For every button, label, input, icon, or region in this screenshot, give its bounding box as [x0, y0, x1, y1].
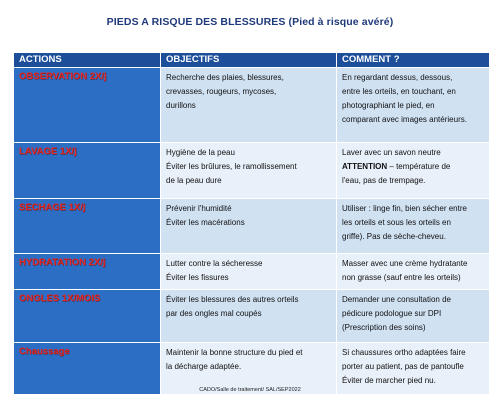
comment-cell [337, 143, 490, 199]
objectif-line: crevasses, rougeurs, mycoses, [166, 87, 277, 96]
table-row-hydratation [14, 254, 490, 290]
objectif-line: Éviter les brûlures, le ramollissement [166, 162, 297, 171]
comment-cell [337, 254, 490, 290]
objectifs-cell [161, 199, 337, 254]
action-cell: ONGLES 1X/MOIS [14, 290, 161, 343]
header-actions: ACTIONS [14, 53, 161, 68]
objectif-line: Recherche des plaies, blessures, [166, 73, 284, 82]
table-row-observation [14, 68, 490, 143]
action-cell: Chaussage [14, 343, 161, 395]
objectif-line: Éviter les macérations [166, 218, 245, 227]
table-header-row [14, 53, 490, 68]
header-objectifs: OBJECTIFS [161, 53, 337, 68]
comment-line: (Prescription des soins) [342, 323, 426, 332]
comment-line: En regardant dessus, dessous, [342, 73, 453, 82]
page-title: PIEDS A RISQUE DES BLESSURES (Pied à risque avéré) [106, 16, 394, 28]
footer-reference: CADO/Salle de traitement/ SAL/SEP2022 [199, 387, 301, 393]
objectif-line: par des ongles mal coupés [166, 309, 262, 318]
comment-line: Éviter de marcher pied nu. [342, 376, 436, 385]
table-row-lavage [14, 143, 490, 199]
comment-cell [337, 199, 490, 254]
comment-line: porter au patient, pas de pantoufle [342, 362, 464, 371]
comment-line: comparant avec images antérieurs. [342, 115, 467, 124]
objectifs-cell [161, 254, 337, 290]
comment-line: Masser avec une crème hydratante [342, 259, 468, 268]
table-row-sechage [14, 199, 490, 254]
comment-cell [337, 68, 490, 143]
comment-line: les orteils et sous les orteils en [342, 218, 451, 227]
objectif-line: Éviter les fissures [166, 273, 229, 282]
comment-line: l'eau, pas de trempage. [342, 176, 426, 185]
objectifs-cell [161, 68, 337, 143]
comment-line [342, 160, 485, 174]
comment-line: pédicure podologue sur DPI [342, 309, 442, 318]
comment-line: entre les orteils, en touchant, en [342, 87, 456, 96]
comment-line: Laver avec un savon neutre [342, 148, 441, 157]
comment-line: non grasse (sauf entre les orteils) [342, 273, 461, 282]
objectif-line: Prévenir l'humidité [166, 204, 232, 213]
comment-cell [337, 290, 490, 343]
header-comment: COMMENT ? [337, 53, 490, 68]
action-cell: LAVAGE 1X/j [14, 143, 161, 199]
action-cell: SECHAGE 1X/j [14, 199, 161, 254]
attention-label: ATTENTION [342, 162, 388, 171]
objectif-line: Lutter contre la sécheresse [166, 259, 263, 268]
action-cell: HYDRATATION 2X/j [14, 254, 161, 290]
objectifs-cell [161, 143, 337, 199]
objectifs-cell [161, 290, 337, 343]
objectif-line: Éviter les blessures des autres orteils [166, 295, 299, 304]
objectif-line: durillons [166, 101, 196, 110]
comment-line: Utiliser : linge fin, bien sécher entre [342, 204, 467, 213]
comment-line: photographiant le pied, en [342, 101, 435, 110]
objectif-line: la décharge adaptée. [166, 362, 242, 371]
comment-line: Si chaussures ortho adaptées faire [342, 348, 466, 357]
comment-line: griffe). Pas de sèche-cheveu. [342, 232, 446, 241]
action-cell: OBSERVATION 2X/j [14, 68, 161, 143]
objectif-line: de la peau dure [166, 176, 222, 185]
comment-text: – température de [387, 162, 451, 171]
objectif-line: Maintenir la bonne structure du pied et [166, 348, 303, 357]
table-row-ongles [14, 290, 490, 343]
comment-line: Demander une consultation de [342, 295, 451, 304]
care-table [13, 52, 490, 395]
objectif-line: Hygiène de la peau [166, 148, 235, 157]
